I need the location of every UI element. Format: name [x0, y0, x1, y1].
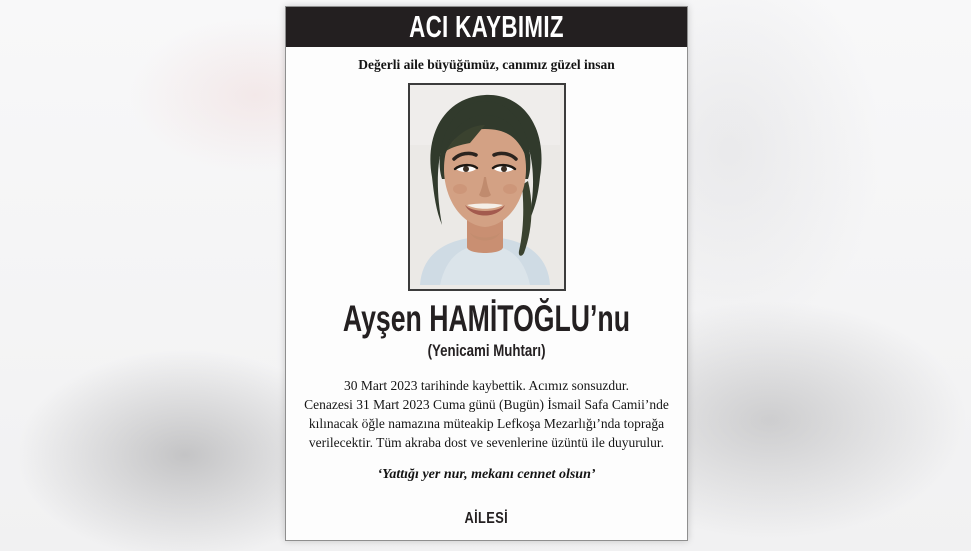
deceased-name-row [286, 300, 687, 338]
announcement-line: 30 Mart 2023 tarihinde kaybettik. Acımız sonsuzdur. [344, 378, 629, 393]
family-signature: AİLESİ [464, 510, 509, 527]
obituary-card [285, 6, 688, 541]
announcement-line: Cenazesi 31 Mart 2023 Cuma günü (Bugün) İsmail Safa Camii’nde [304, 397, 669, 412]
deceased-role: (Yenicami Muhtarı) [427, 341, 546, 360]
deceased-portrait-illustration [410, 85, 560, 285]
deceased-photo [408, 83, 566, 291]
obituary-banner [286, 7, 687, 47]
announcement-line: verilecektir. Tüm akraba dost ve sevenlerine üzüntü ile duyurulur. [308, 435, 665, 450]
deceased-role-row [286, 340, 687, 361]
announcement-paragraph [286, 376, 687, 452]
banner-title: ACI KAYBIMIZ [409, 9, 564, 44]
deceased-name: Ayşen HAMİTOĞLU’nu [342, 298, 631, 339]
tribute-line: Değerli aile büyüğümüz, canımız güzel insan [358, 57, 615, 72]
signature-row [286, 510, 687, 528]
announcement-line: kılınacak öğle namazına müteakip Lefkoşa Mezarlığı’nda toprağa [308, 416, 665, 431]
prayer-line: ‘Yattığı yer nur, mekanı cennet olsun’ [377, 467, 596, 482]
